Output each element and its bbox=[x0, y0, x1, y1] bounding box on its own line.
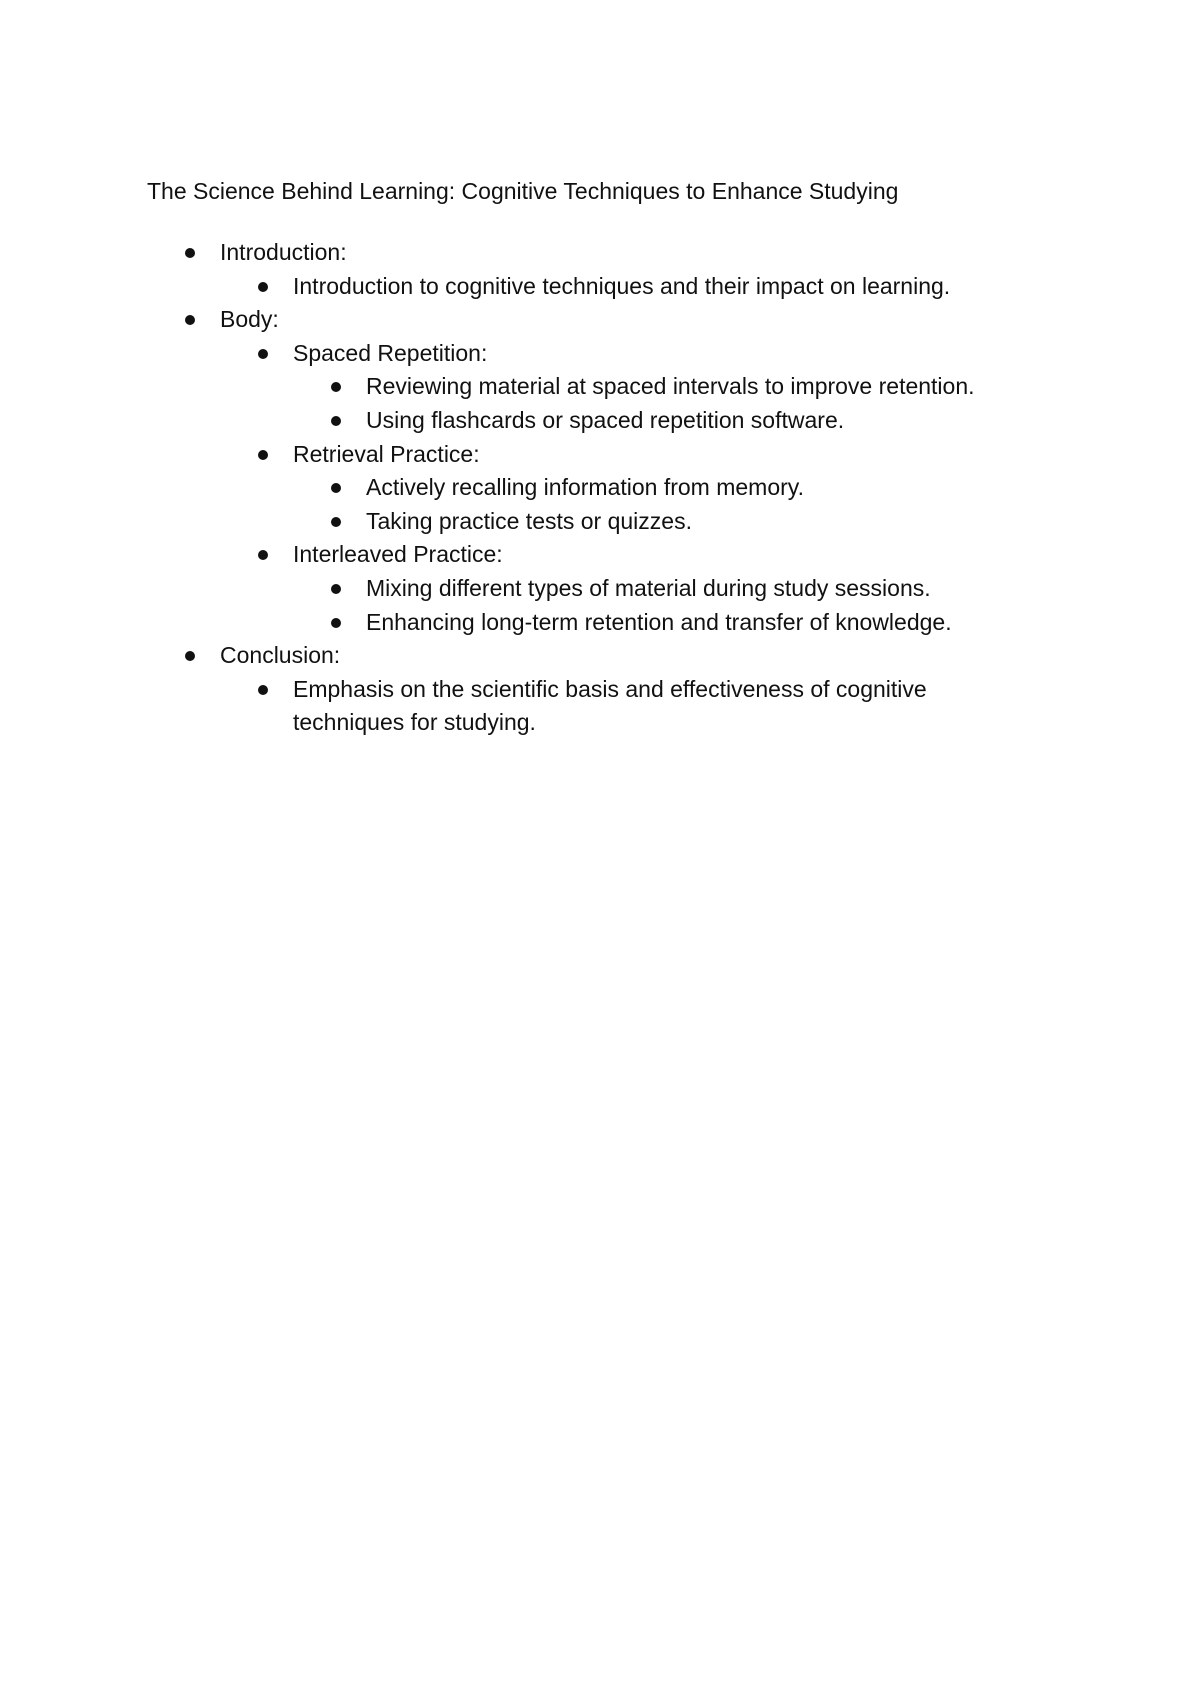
outline-detail-label: Using flashcards or spaced repetition software. bbox=[366, 406, 845, 433]
outline-item-introduction bbox=[147, 236, 1087, 303]
outline-subitem-retrieval-practice bbox=[147, 438, 1087, 539]
bullet-icon bbox=[185, 651, 195, 661]
bullet-icon bbox=[331, 618, 341, 628]
bullet-icon bbox=[331, 382, 341, 392]
outline-subitem bbox=[147, 673, 1087, 740]
bullet-icon bbox=[258, 349, 268, 359]
outline-detail-item bbox=[147, 471, 1087, 505]
document-title: The Science Behind Learning: Cognitive Techniques to Enhance Studying bbox=[147, 178, 899, 204]
outline-list bbox=[147, 236, 1087, 740]
outline-subitem-interleaved-practice bbox=[147, 538, 1087, 639]
outline-detail-label: Reviewing material at spaced intervals to improve retention. bbox=[366, 373, 975, 400]
outline-subitem bbox=[147, 270, 1087, 304]
outline-item-label: Body: bbox=[220, 306, 279, 333]
outline-detail-label: Actively recalling information from memory. bbox=[366, 474, 804, 501]
outline-item-conclusion bbox=[147, 639, 1087, 740]
outline-detail-item bbox=[147, 370, 1087, 404]
bullet-icon bbox=[258, 685, 268, 695]
bullet-icon bbox=[331, 416, 341, 426]
bullet-icon bbox=[258, 450, 268, 460]
bullet-icon bbox=[331, 517, 341, 527]
conclusion-sublist bbox=[220, 673, 1087, 740]
outline-subitem-label: Spaced Repetition: bbox=[293, 339, 488, 366]
outline-detail-label: Taking practice tests or quizzes. bbox=[366, 507, 692, 534]
outline-subitem-label: Emphasis on the scientific basis and effectiveness of cognitive techniques for studying. bbox=[293, 675, 927, 736]
outline-detail-item bbox=[147, 505, 1087, 539]
bullet-icon bbox=[258, 550, 268, 560]
retrieval-practice-sublist bbox=[293, 471, 1087, 538]
interleaved-practice-sublist bbox=[293, 572, 1087, 639]
outline-detail-label: Mixing different types of material during study sessions. bbox=[366, 574, 931, 601]
outline-subitem-label: Interleaved Practice: bbox=[293, 541, 503, 568]
introduction-sublist bbox=[220, 270, 1087, 304]
outline-detail-item bbox=[147, 404, 1087, 438]
outline-subitem-spaced-repetition bbox=[147, 337, 1087, 438]
outline-item-label: Introduction: bbox=[220, 239, 347, 265]
outline-item-label: Conclusion: bbox=[220, 642, 341, 669]
bullet-icon bbox=[258, 282, 268, 292]
bullet-icon bbox=[331, 584, 341, 594]
bullet-icon bbox=[331, 483, 341, 493]
outline-item-body bbox=[147, 303, 1087, 639]
body-sublist bbox=[220, 337, 1087, 639]
outline-detail-label: Enhancing long-term retention and transfer of knowledge. bbox=[366, 608, 952, 635]
bullet-icon bbox=[185, 248, 195, 258]
outline-subitem-label: Retrieval Practice: bbox=[293, 440, 480, 467]
bullet-icon bbox=[185, 315, 195, 325]
outline-detail-item bbox=[147, 572, 1087, 606]
outline-subitem-label: Introduction to cognitive techniques and their impact on learning. bbox=[293, 272, 951, 299]
spaced-repetition-sublist bbox=[293, 370, 1087, 437]
outline-detail-item bbox=[147, 606, 1087, 640]
